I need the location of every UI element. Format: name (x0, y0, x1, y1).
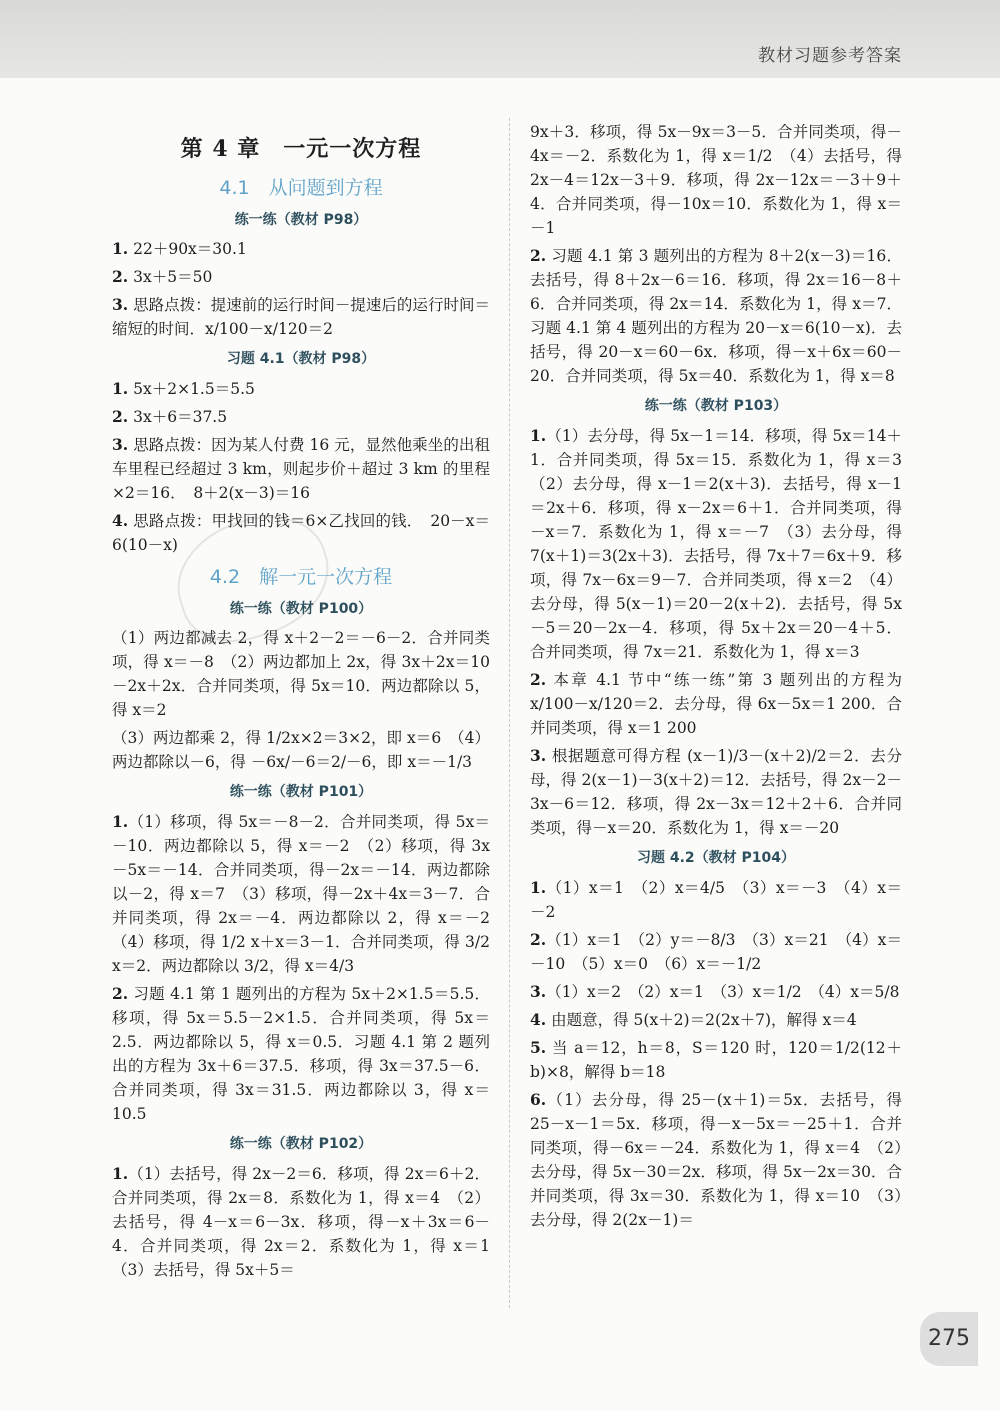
answer-item (112, 375, 490, 403)
answer-item (112, 291, 490, 343)
item-text: 当 a＝12，h＝8，S＝120 时，120＝1/2(12＋b)×8，解得 b＝18 (530, 1038, 902, 1081)
answer-item (530, 742, 902, 842)
header-title: 教材习题参考答案 (758, 46, 902, 66)
item-number: 1. (530, 877, 547, 897)
subheading: 练一练（教材 P98） (234, 211, 368, 228)
answer-item (112, 263, 490, 291)
item-number: 1. (530, 425, 547, 445)
item-number: 3. (530, 981, 547, 1001)
item-number: 2. (530, 246, 547, 266)
item-text: 本章 4.1 节中“练一练”第 3 题列出的方程为 x/100－x/120＝2．去分母，得 6x－5x＝1 200．合并同类项，得 x＝1 200 (530, 671, 902, 738)
subheading: 练一练（教材 P102） (229, 1136, 373, 1153)
item-text: 9x＋3．移项，得 5x－9x＝3－5．合并同类项，得－4x＝－2．系数化为 1，得 x＝1/2 （4）去括号，得 2x－4＝12x－3＋9．移项，得 2x－12x＝－3＋9＋4．合并同类项，得－10x＝10．系数化为 1，得 x＝－1 (530, 123, 902, 238)
item-number: 6. (530, 1089, 547, 1109)
right-column (530, 118, 918, 1234)
item-text: 22＋90x＝30.1 (128, 240, 247, 259)
item-text: （1）去括号，得 2x－2＝6．移项，得 2x＝6＋2．合并同类项，得 2x＝8．系数化为 1，得 x＝4 （2）去括号，得 4－x＝6－3x．移项，得－x＋3x＝6－4．合并同类项，得 2x＝2．系数化为 1，得 x＝1 （3）去括号，得 5x＋5＝ (112, 1164, 506, 1279)
item-text: 习题 4.1 第 1 题列出的方程为 5x＋2×1.5＝5.5．移项，得 5x＝5.5－2×1.5．合并同类项，得 5x＝2.5．两边都除以 5，得 x＝0.5．习题 4.1 第 2 题列出的方程为 3x＋6＝37.5．移项，得 3x＝37.5－6．合并同类项，得 3x＝31.5．两边都除以 3，得 x＝10.5 (112, 985, 490, 1124)
item-text: （1）两边都减去 2，得 x＋2－2＝－6－2．合并同类项，得 x＝－8 （2）两边都加上 2x，得 3x＋2x＝10－2x＋2x．合并同类项，得 5x＝10．两边都除以 5，得 x＝2 (112, 629, 490, 720)
item-list (530, 874, 902, 1234)
answer-item (530, 978, 902, 1006)
item-number: 1. (112, 239, 129, 259)
item-text: 根据题意可得方程 (x－1)/3－(x＋2)/2＝2．去分母，得 2(x－1)－3(x＋2)＝12．去括号，得 2x－2－3x－6＝12．移项，得 2x－3x＝12＋2＋6．合并同类项，得－x＝20．系数化为 1，得 x＝－20 (530, 747, 902, 838)
answer-item (530, 1006, 902, 1034)
section-title-4-1: 4.1 从问题到方程 (219, 177, 383, 200)
answer-item (112, 431, 490, 507)
answer-item (112, 724, 490, 776)
item-list (112, 624, 490, 776)
subheading: 练一练（教材 P101） (229, 784, 373, 801)
answer-item (530, 422, 918, 666)
subheading: 习题 4.1（教材 P98） (226, 351, 376, 368)
item-text: 思路点拨：因为某人付费 16 元，显然他乘坐的出租车里程已经超过 3 km，则起步价＋超过 3 km 的里程×2＝16． 8＋2(x－3)＝16 (112, 436, 490, 503)
answer-item (530, 118, 902, 242)
item-list (112, 235, 490, 343)
item-text: 5x＋2×1.5＝5.5 (128, 379, 255, 398)
item-number: 2. (112, 406, 129, 426)
answer-item (530, 926, 902, 978)
item-number: 2. (530, 670, 547, 690)
subheading: 练一练（教材 P100） (229, 600, 373, 617)
answer-item (530, 242, 902, 390)
header-band (0, 0, 1000, 78)
item-text: （1）移项，得 5x＝－8－2．合并同类项，得 5x＝－10．两边都除以 5，得 x＝－2 （2）移项，得 3x－5x＝－14．合并同类项，得－2x＝－14．两边都除以－2，得 x＝7 （3）移项，得－2x＋4x＝3－7．合并同类项，得 2x＝－4．两边都除以 2，得 x＝－2 （4）移项，得 1/2 x＋x＝3－1．合并同类项，得 3/2 x＝2．两边都除以 3/2，得 x＝4/3 (112, 812, 506, 976)
left-column (112, 118, 506, 1284)
item-number: 5. (530, 1037, 547, 1057)
answer-item (530, 874, 902, 926)
answer-item (112, 403, 490, 431)
section-title-4-2: 4.2 解一元一次方程 (209, 566, 393, 589)
answer-item (112, 624, 490, 724)
column-divider (509, 118, 511, 1308)
item-text: 3x＋5＝50 (128, 268, 213, 287)
answer-item (112, 235, 490, 263)
item-number: 1. (112, 811, 129, 831)
subheading: 练一练（教材 P103） (644, 398, 788, 415)
item-list (530, 422, 918, 842)
answer-item (112, 507, 490, 559)
item-number: 3. (112, 295, 129, 315)
item-text: 思路点拨：甲找回的钱＝6×乙找回的钱． 20－x＝6(10－x) (112, 512, 490, 555)
item-text: （1）去分母，得 25－(x＋1)＝5x．去括号，得 25－x－1＝5x．移项，得－x－5x＝－25＋1．合并同类项，得－6x＝－24．系数化为 1，得 x＝4 （2）去分母，得 5x－30＝2x．移项，得 5x－2x＝30．合并同类项，得 3x＝30．系数化为 1，得 x＝10 （3）去分母，得 2(2x－1)＝ (530, 1090, 902, 1230)
item-list (530, 118, 902, 390)
item-text: 3x＋6＝37.5 (128, 407, 228, 426)
item-number: 4. (112, 511, 129, 531)
item-number: 2. (530, 929, 547, 949)
item-list (112, 375, 490, 559)
item-number: 2. (112, 267, 129, 287)
item-number: 4. (530, 1009, 547, 1029)
answer-item (112, 980, 490, 1128)
chapter-title: 第 4 章 一元一次方程 (180, 136, 422, 162)
item-number: 3. (112, 435, 129, 454)
answer-item (530, 1034, 902, 1086)
item-list (112, 808, 506, 1128)
item-number: 2. (112, 984, 129, 1004)
item-list (112, 1160, 506, 1284)
item-text: （1）去分母，得 5x－1＝14．移项，得 5x＝14＋1．合并同类项，得 5x＝15．系数化为 1，得 x＝3 （2）去分母，得 x－1＝2(x＋3)．去括号，得 x－1＝2x＋6．移项，得 x－2x＝6＋1．合并同类项，得－x＝7．系数化为 1，得 x＝－7 （3）去分母，得 7(x＋1)＝3(2x＋3)．去括号，得 7x＋7＝6x＋9．移项，得 7x－6x＝9－7．合并同类项，得 x＝2 （4）去分母，得 5(x－1)＝20－2(x＋2)．去括号，得 5x－5＝20－2x－4．移项，得 5x＋2x＝20－4＋5．合并同类项，得 7x＝21．系数化为 1，得 x＝3 (530, 426, 918, 661)
item-text: （3）两边都乘 2，得 1/2x×2＝3×2，即 x＝6 （4）两边都除以－6，得 －6x/－6＝2/－6，即 x＝－1/3 (112, 729, 490, 772)
item-number: 1. (112, 1163, 129, 1183)
answer-item (112, 1160, 506, 1284)
item-text: 由题意，得 5(x＋2)＝2(2x＋7)，解得 x＝4 (546, 1010, 857, 1029)
page-number: 275 (920, 1312, 978, 1366)
item-text: （1）x＝2 （2）x＝1 （3）x＝1/2 （4）x＝5/8 (546, 982, 900, 1001)
item-text: 习题 4.1 第 3 题列出的方程为 8＋2(x－3)＝16．去括号，得 8＋2x－6＝16．移项，得 2x＝16－8＋6．合并同类项，得 2x＝14．系数化为 1，得 x＝7．习题 4.1 第 4 题列出的方程为 20－x＝6(10－x)．去括号，得 20－x＝60－6x．移项，得－x＋6x＝60－20．合并同类项，得 5x＝40．系数化为 1，得 x＝8 (530, 247, 902, 386)
subheading: 习题 4.2（教材 P104） (636, 850, 796, 867)
answer-item (530, 1086, 902, 1234)
item-number: 3. (530, 746, 547, 766)
answer-item (530, 666, 902, 742)
item-text: （1）x＝1 （2）x＝4/5 （3）x＝－3 （4）x＝－2 (530, 878, 902, 921)
item-text: 思路点拨：提速前的运行时间－提速后的运行时间＝缩短的时间．x/100－x/120＝2 (112, 296, 490, 339)
item-number: 1. (112, 378, 129, 398)
item-text: （1）x＝1 （2）y＝－8/3 （3）x＝21 （4）x＝－10 （5）x＝0 （6）x＝－1/2 (530, 930, 902, 973)
answer-item (112, 808, 506, 980)
